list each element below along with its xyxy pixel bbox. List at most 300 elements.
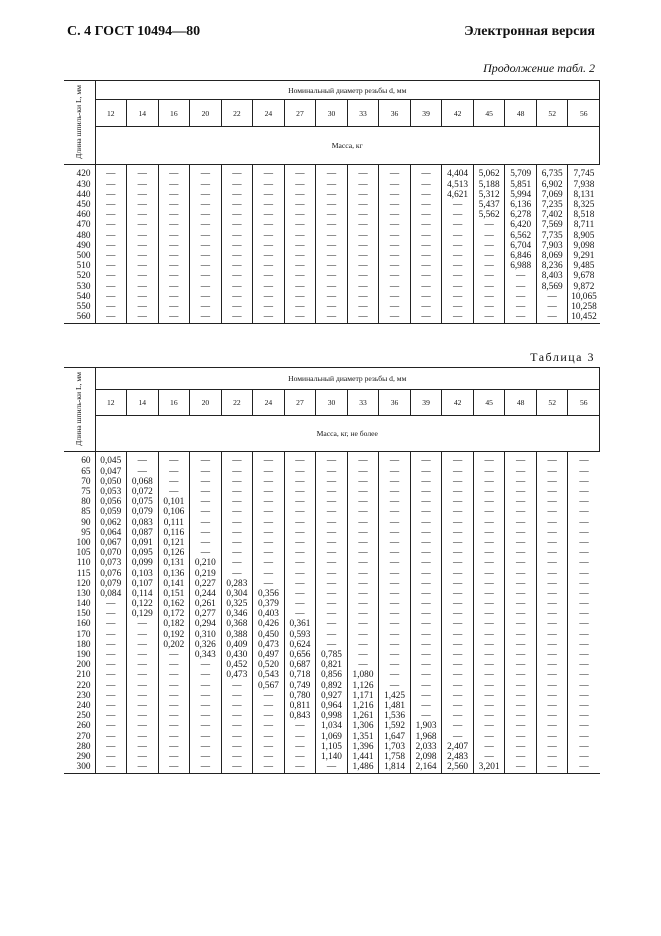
diameter-header-cell: 39 [410, 390, 442, 416]
mass-cell: — [505, 559, 537, 569]
mass-cell: — [410, 231, 442, 241]
mass-cell: — [253, 165, 285, 181]
mass-cell: — [505, 712, 537, 722]
table-row [64, 292, 600, 302]
mass-cell: 0,294 [190, 620, 222, 630]
mass-cell: — [221, 681, 253, 691]
mass-cell: — [568, 661, 600, 671]
mass-cell: 0,202 [158, 640, 190, 650]
mass-cell: — [158, 165, 190, 181]
mass-cell: — [505, 589, 537, 599]
mass-cell: 0,091 [127, 539, 159, 549]
length-cell: 65 [81, 466, 91, 477]
mass-cell: — [95, 640, 127, 650]
mass-cell: — [284, 488, 316, 498]
mass-cell: — [190, 681, 222, 691]
mass-cell: 2,033 [410, 742, 442, 752]
mass-cell: — [316, 600, 348, 610]
page-header-right: Электронная версия [464, 24, 595, 39]
mass-cell: 0,520 [253, 661, 285, 671]
mass-cell: — [316, 180, 348, 190]
mass-cell: — [127, 630, 159, 640]
mass-cell: — [316, 211, 348, 221]
mass-cell: — [505, 313, 537, 324]
mass-cell: — [410, 262, 442, 272]
mass-cell: — [442, 241, 474, 251]
mass-cell: — [190, 467, 222, 477]
mass-cell: — [316, 467, 348, 477]
mass-cell: — [190, 549, 222, 559]
mass-cell: — [473, 549, 505, 559]
mass-cell: 7,569 [536, 221, 568, 231]
mass-cell: 0,310 [190, 630, 222, 640]
mass-cell: 8,403 [536, 272, 568, 282]
mass-cell: — [127, 201, 159, 211]
mass-cell: — [284, 579, 316, 589]
mass-cell: — [316, 549, 348, 559]
mass-cell: — [505, 452, 537, 468]
table-row [64, 528, 600, 538]
mass-cell: 0,856 [316, 671, 348, 681]
mass-cell: 7,069 [536, 190, 568, 200]
mass-cell: — [316, 201, 348, 211]
mass-cell: — [505, 671, 537, 681]
mass-cell: — [127, 180, 159, 190]
mass-cell: — [505, 498, 537, 508]
unit-header: Масса, кг, не более [95, 416, 600, 452]
mass-cell: — [253, 488, 285, 498]
mass-cell: — [95, 742, 127, 752]
mass-cell: — [379, 241, 411, 251]
mass-cell: — [284, 508, 316, 518]
table-row [64, 272, 600, 282]
mass-cell: 1,216 [347, 702, 379, 712]
mass-cell: — [253, 262, 285, 272]
mass-cell: — [473, 477, 505, 487]
mass-cell: — [473, 712, 505, 722]
mass-cell: 1,306 [347, 722, 379, 732]
mass-cell: — [253, 579, 285, 589]
mass-cell: — [410, 313, 442, 324]
mass-cell: 0,126 [158, 549, 190, 559]
mass-cell: — [190, 498, 222, 508]
mass-cell: — [253, 722, 285, 732]
mass-cell: — [158, 651, 190, 661]
mass-cell: — [221, 732, 253, 742]
mass-cell: — [410, 549, 442, 559]
mass-cell: — [253, 292, 285, 302]
mass-cell: — [379, 508, 411, 518]
table-3-body [64, 452, 600, 774]
length-cell: 550 [76, 301, 91, 312]
mass-cell: — [505, 732, 537, 742]
mass-cell: — [127, 272, 159, 282]
length-column-header-text: Длина шпиль-ки L, мм [73, 371, 83, 446]
diameter-group-header: Номинальный диаметр резьбы d, мм [95, 368, 600, 390]
mass-cell: — [221, 477, 253, 487]
mass-cell: 0,403 [253, 610, 285, 620]
mass-cell: 6,846 [505, 252, 537, 262]
length-cell: 190 [76, 650, 91, 660]
mass-cell: — [316, 282, 348, 292]
mass-cell: — [505, 292, 537, 302]
mass-cell: — [473, 252, 505, 262]
mass-cell: — [505, 569, 537, 579]
mass-cell: — [347, 241, 379, 251]
mass-cell: 8,069 [536, 252, 568, 262]
mass-cell: — [379, 282, 411, 292]
mass-cell: — [316, 190, 348, 200]
mass-cell: — [190, 742, 222, 752]
diameter-group-header: Номинальный диаметр резьбы d, мм [95, 81, 600, 100]
mass-cell: — [347, 549, 379, 559]
mass-cell: — [473, 681, 505, 691]
mass-cell: — [284, 569, 316, 579]
mass-cell: 6,988 [505, 262, 537, 272]
mass-cell: — [190, 661, 222, 671]
mass-cell: — [442, 732, 474, 742]
mass-cell: 1,069 [316, 732, 348, 742]
mass-cell: — [536, 722, 568, 732]
mass-cell: — [473, 752, 505, 762]
mass-cell: — [127, 165, 159, 181]
mass-cell: — [190, 671, 222, 681]
diameter-header-cell: 45 [473, 390, 505, 416]
mass-cell: 0,567 [253, 681, 285, 691]
mass-cell: — [221, 313, 253, 324]
mass-cell: — [536, 752, 568, 762]
mass-cell: — [221, 201, 253, 211]
mass-cell: — [158, 467, 190, 477]
mass-cell: — [284, 742, 316, 752]
length-column-header-text: Длина шпиль-ки L, мм [73, 84, 83, 159]
mass-cell: — [505, 477, 537, 487]
mass-cell: — [505, 691, 537, 701]
mass-cell: — [379, 630, 411, 640]
mass-cell: 1,486 [347, 763, 379, 774]
mass-cell: — [253, 712, 285, 722]
table-row [64, 620, 600, 630]
mass-cell: — [190, 165, 222, 181]
mass-cell: — [221, 302, 253, 312]
mass-cell: — [505, 640, 537, 650]
mass-cell: — [568, 528, 600, 538]
mass-cell: — [505, 610, 537, 620]
mass-cell: — [253, 477, 285, 487]
mass-cell: — [347, 190, 379, 200]
mass-cell: 8,131 [568, 190, 600, 200]
mass-cell: — [95, 722, 127, 732]
mass-cell: — [568, 539, 600, 549]
length-cell: 490 [76, 240, 91, 251]
mass-cell: — [410, 681, 442, 691]
diameter-header-cell: 42 [442, 100, 474, 127]
mass-cell: — [568, 691, 600, 701]
mass-cell: 1,034 [316, 722, 348, 732]
mass-cell: — [284, 190, 316, 200]
mass-cell: — [316, 302, 348, 312]
mass-cell: — [284, 600, 316, 610]
mass-cell: 5,562 [473, 211, 505, 221]
mass-cell: 0,409 [221, 640, 253, 650]
mass-cell: — [410, 241, 442, 251]
mass-cell: — [505, 600, 537, 610]
mass-cell: 0,075 [127, 498, 159, 508]
mass-cell: — [379, 477, 411, 487]
mass-cell: — [442, 651, 474, 661]
mass-cell: 8,905 [568, 231, 600, 241]
mass-cell: 0,325 [221, 600, 253, 610]
mass-cell: — [410, 201, 442, 211]
mass-cell: — [536, 292, 568, 302]
table-row [64, 671, 600, 681]
mass-cell: — [190, 539, 222, 549]
mass-cell: — [473, 488, 505, 498]
mass-cell: — [221, 165, 253, 181]
mass-cell: — [95, 651, 127, 661]
mass-cell: 0,067 [95, 539, 127, 549]
mass-cell: — [379, 231, 411, 241]
mass-cell: — [158, 691, 190, 701]
mass-cell: — [536, 559, 568, 569]
mass-cell: — [316, 579, 348, 589]
mass-cell: — [316, 165, 348, 181]
mass-cell: — [190, 262, 222, 272]
diameter-header-cell: 33 [347, 390, 379, 416]
mass-cell: — [127, 752, 159, 762]
length-cell: 80 [81, 497, 91, 508]
mass-cell: — [253, 452, 285, 468]
mass-cell: — [95, 282, 127, 292]
mass-cell: — [379, 302, 411, 312]
mass-cell: — [95, 302, 127, 312]
mass-cell: — [221, 722, 253, 732]
mass-cell: — [410, 661, 442, 671]
mass-cell: — [284, 477, 316, 487]
mass-cell: 0,749 [284, 681, 316, 691]
mass-cell: — [410, 559, 442, 569]
diameter-header-cell: 12 [95, 100, 127, 127]
mass-cell: — [284, 313, 316, 324]
mass-cell: — [410, 190, 442, 200]
mass-cell: — [379, 620, 411, 630]
mass-cell: — [442, 221, 474, 231]
mass-cell: — [568, 518, 600, 528]
mass-cell: 7,235 [536, 201, 568, 211]
diameter-header-cell: 14 [127, 390, 159, 416]
mass-cell: 1,592 [379, 722, 411, 732]
mass-cell: 1,758 [379, 752, 411, 762]
mass-cell: — [473, 518, 505, 528]
mass-cell: — [568, 732, 600, 742]
mass-cell: — [284, 201, 316, 211]
mass-cell: 0,172 [158, 610, 190, 620]
mass-cell: — [253, 302, 285, 312]
length-cell: 100 [76, 537, 91, 548]
mass-cell: — [536, 671, 568, 681]
mass-cell: 9,485 [568, 262, 600, 272]
mass-cell: — [473, 620, 505, 630]
mass-cell: — [536, 589, 568, 599]
mass-cell: — [473, 539, 505, 549]
table-row [64, 763, 600, 774]
mass-cell: 0,497 [253, 651, 285, 661]
mass-cell: — [410, 539, 442, 549]
mass-cell: — [473, 272, 505, 282]
table-row [64, 282, 600, 292]
mass-cell: — [568, 508, 600, 518]
mass-cell: — [95, 180, 127, 190]
mass-cell: — [253, 569, 285, 579]
diameter-header-cell: 14 [127, 100, 159, 127]
mass-cell: — [95, 190, 127, 200]
mass-cell: — [536, 712, 568, 722]
mass-cell: — [568, 600, 600, 610]
mass-cell: — [253, 190, 285, 200]
mass-cell: — [190, 732, 222, 742]
mass-cell: — [347, 272, 379, 282]
mass-cell: — [379, 640, 411, 650]
diameter-header-cell: 24 [253, 390, 285, 416]
mass-cell: — [442, 691, 474, 701]
mass-cell: — [253, 691, 285, 701]
mass-cell: 0,388 [221, 630, 253, 640]
mass-cell: 0,821 [316, 661, 348, 671]
mass-cell: — [221, 549, 253, 559]
mass-cell: — [568, 712, 600, 722]
mass-cell: — [347, 262, 379, 272]
mass-cell: — [379, 313, 411, 324]
mass-cell: — [379, 610, 411, 620]
diameter-header-row [64, 100, 600, 127]
diameter-header-cell: 16 [158, 390, 190, 416]
mass-cell: 0,450 [253, 630, 285, 640]
mass-cell: — [284, 732, 316, 742]
mass-cell: — [158, 211, 190, 221]
mass-cell: 0,430 [221, 651, 253, 661]
mass-cell: — [536, 681, 568, 691]
mass-cell: — [127, 313, 159, 324]
diameter-header-cell: 45 [473, 100, 505, 127]
mass-cell: 1,351 [347, 732, 379, 742]
mass-cell: — [253, 549, 285, 559]
mass-cell: 0,304 [221, 589, 253, 599]
mass-cell: 6,704 [505, 241, 537, 251]
mass-cell: — [158, 702, 190, 712]
table-row [64, 180, 600, 190]
mass-cell: — [347, 211, 379, 221]
mass-cell: — [473, 630, 505, 640]
mass-cell: — [284, 518, 316, 528]
mass-cell: — [190, 508, 222, 518]
mass-cell: — [95, 211, 127, 221]
mass-cell: 0,277 [190, 610, 222, 620]
mass-cell: — [473, 651, 505, 661]
length-cell: 150 [76, 609, 91, 620]
mass-cell: — [505, 620, 537, 630]
mass-cell: — [347, 640, 379, 650]
mass-cell: — [253, 763, 285, 774]
mass-cell: 0,473 [221, 671, 253, 681]
mass-cell: — [284, 241, 316, 251]
mass-cell: 0,101 [158, 498, 190, 508]
mass-cell: — [127, 732, 159, 742]
mass-cell: 0,785 [316, 651, 348, 661]
length-cell: 470 [76, 220, 91, 231]
mass-cell: — [442, 518, 474, 528]
mass-cell: — [568, 763, 600, 774]
mass-cell: — [190, 221, 222, 231]
mass-cell: — [158, 661, 190, 671]
mass-cell: — [127, 640, 159, 650]
mass-cell: — [505, 579, 537, 589]
mass-cell: — [158, 742, 190, 752]
mass-cell: — [190, 201, 222, 211]
mass-cell: — [410, 467, 442, 477]
mass-cell: — [316, 292, 348, 302]
mass-cell: 10,258 [568, 302, 600, 312]
mass-cell: — [316, 539, 348, 549]
mass-cell: 0,047 [95, 467, 127, 477]
mass-cell: — [473, 702, 505, 712]
mass-cell: 1,647 [379, 732, 411, 742]
mass-cell: 0,083 [127, 518, 159, 528]
mass-cell: — [536, 549, 568, 559]
length-cell: 60 [81, 456, 91, 467]
length-cell: 130 [76, 588, 91, 599]
mass-cell: — [284, 528, 316, 538]
mass-cell: 0,244 [190, 589, 222, 599]
mass-cell: — [379, 221, 411, 231]
mass-cell: — [221, 528, 253, 538]
mass-cell: 7,402 [536, 211, 568, 221]
diameter-header-cell: 27 [284, 390, 316, 416]
mass-cell: 5,188 [473, 180, 505, 190]
mass-cell: — [347, 292, 379, 302]
diameter-header-cell: 22 [221, 390, 253, 416]
diameter-header-cell: 20 [190, 100, 222, 127]
mass-cell: 1,126 [347, 681, 379, 691]
mass-cell: — [127, 241, 159, 251]
mass-cell: — [473, 231, 505, 241]
mass-cell: — [568, 742, 600, 752]
mass-cell: — [505, 508, 537, 518]
mass-cell: — [221, 452, 253, 468]
mass-cell: — [284, 292, 316, 302]
mass-cell: — [442, 231, 474, 241]
mass-cell: — [95, 313, 127, 324]
mass-cell: — [253, 241, 285, 251]
mass-cell: — [379, 467, 411, 477]
mass-cell: — [127, 742, 159, 752]
mass-cell: 0,151 [158, 589, 190, 599]
mass-cell: — [568, 569, 600, 579]
table-row [64, 231, 600, 241]
mass-cell: 0,079 [95, 579, 127, 589]
mass-cell: — [410, 518, 442, 528]
mass-cell: — [284, 282, 316, 292]
mass-cell: — [568, 671, 600, 681]
length-cell: 140 [76, 599, 91, 610]
length-cell: 210 [76, 670, 91, 681]
mass-cell: 0,050 [95, 477, 127, 487]
table-row [64, 681, 600, 691]
mass-cell: — [379, 165, 411, 181]
mass-cell: 9,872 [568, 282, 600, 292]
diameter-header-cell: 12 [95, 390, 127, 416]
mass-cell: — [95, 241, 127, 251]
length-cell: 420 [76, 169, 91, 180]
